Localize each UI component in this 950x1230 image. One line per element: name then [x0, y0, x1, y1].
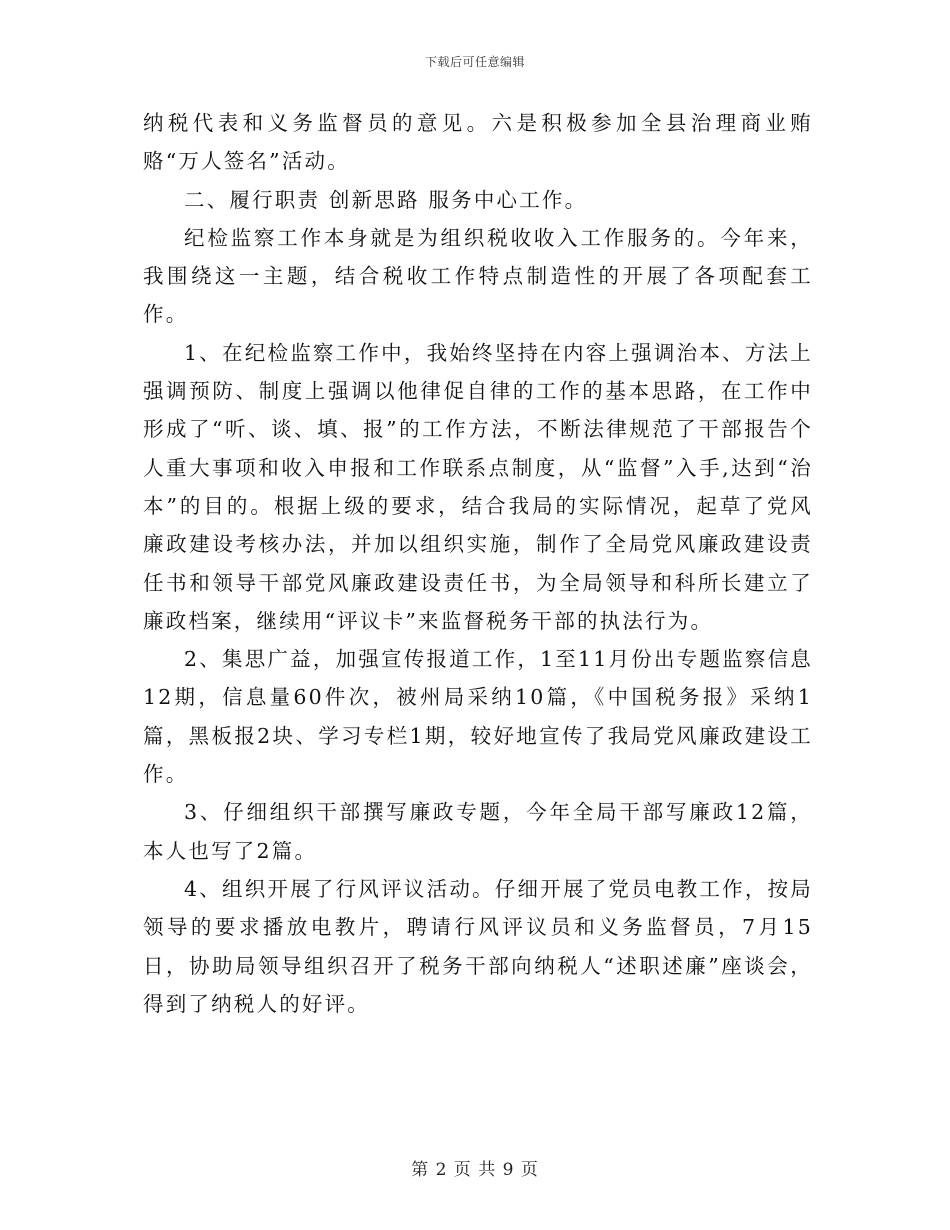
paragraph: 纪检监察工作本身就是为组织税收收入工作服务的。今年来，我围绕这一主题，结合税收工作特点制造性的开展了各项配套工作。 [143, 225, 813, 327]
paragraph: 4、组织开展了行风评议活动。仔细开展了党员电教工作，按局领导的要求播放电教片，聘请行风评议员和义务监督员，7月15日，协助局领导组织召开了税务干部向纳税人“述职述廉”座谈会，得到了纳税人的好评。 [143, 876, 813, 1016]
document-body [143, 104, 813, 1023]
section-heading: 二、履行职责 创新思路 服务中心工作。 [184, 187, 588, 212]
paragraph-continuation: 纳税代表和义务监督员的意见。六是积极参加全县治理商业贿赂“万人签名”活动。 [143, 111, 813, 174]
paragraph: 2、集思广益，加强宣传报道工作，1至11月份出专题监察信息12期，信息量60件次，被州局采纳10篇，《中国税务报》采纳1篇，黑板报2块、学习专栏1期，较好地宣传了我局党风廉政建设工作。 [143, 647, 813, 787]
paragraph: 1、在纪检监察工作中，我始终坚持在内容上强调治本、方法上强调预防、制度上强调以他律促自律的工作的基本思路，在工作中形成了“听、谈、填、报”的工作方法，不断法律规范了干部报告个人重大事项和收入申报和工作联系点制度，从“监督”入手,达到“治本”的目的。根据上级的要求，结合我局的实际情况，起草了党风廉政建设考核办法，并加以组织实施，制作了全局党风廉政建设责任书和领导干部党风廉政建设责任书，为全局领导和科所长建立了廉政档案，继续用“评议卡”来监督税务干部的执法行为。 [143, 340, 813, 633]
paragraph: 3、仔细组织干部撰写廉政专题，今年全局干部写廉政12篇，本人也写了2篇。 [143, 800, 813, 863]
page-number: 第 2 页 共 9 页 [411, 1160, 539, 1180]
page-header-note: 下载后可任意编辑 [424, 55, 525, 69]
